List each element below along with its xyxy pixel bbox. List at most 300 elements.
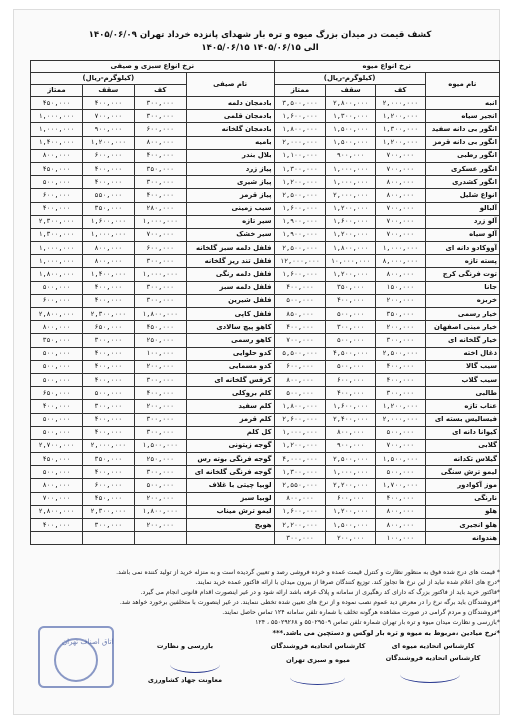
fruit-momtaz-cell: ۵,۵۰۰,۰۰۰ xyxy=(274,347,326,360)
fruit-kaf-cell: ۸۰۰,۰۰۰ xyxy=(376,176,426,189)
veg-name-cell: کاهو رسمی xyxy=(186,334,274,347)
fruit-momtaz-cell: ۵۰۰,۰۰۰ xyxy=(274,387,326,400)
veg-name-cell: پیاز قرمز xyxy=(186,189,274,202)
table-row xyxy=(31,294,500,307)
veg-saqf-cell: ۴۰۰,۰۰۰ xyxy=(82,360,134,373)
fruit-name-header: نام میوه xyxy=(425,73,499,97)
table-row xyxy=(31,387,500,400)
fruit-name-cell: گلابی xyxy=(425,439,499,452)
veg-kaf-cell: ۲۰۰,۰۰۰ xyxy=(134,360,186,373)
fruit-momtaz-cell: ۲,۰۰۰,۰۰۰ xyxy=(274,136,326,149)
table-row xyxy=(31,466,500,479)
veg-momtaz-cell: ۵۰۰,۰۰۰ xyxy=(31,466,83,479)
veg-kaf-cell: ۲۵۰,۰۰۰ xyxy=(134,334,186,347)
fruit-momtaz-cell: ۸۵۰,۰۰۰ xyxy=(274,308,326,321)
veg-saqf-cell: ۶۵۰,۰۰۰ xyxy=(82,321,134,334)
fruit-kaf-cell: ۲۰۰,۰۰۰ xyxy=(376,294,426,307)
veg-name-cell: هویج xyxy=(186,519,274,532)
signature-left-title: بازرسی و نظارت xyxy=(156,642,214,650)
fruit-momtaz-cell: ۱,۹۰۰,۰۰۰ xyxy=(274,215,326,228)
veg-kaf-cell: ۳۰۰,۰۰۰ xyxy=(134,426,186,439)
fruit-saqf-cell: ۲,۲۰۰,۰۰۰ xyxy=(326,479,376,492)
veg-saqf-cell: ۱,۰۰۰,۰۰۰ xyxy=(82,228,134,241)
veg-momtaz-cell: ۱,۰۰۰,۰۰۰ xyxy=(31,242,83,255)
table-row xyxy=(31,136,500,149)
veg-section-title: نرخ انواع سبزی و صیفی xyxy=(31,61,275,73)
table-row xyxy=(31,413,500,426)
fruit-momtaz-cell: ۴۰۰,۰۰۰ xyxy=(274,321,326,334)
veg-kaf-cell: ۳۵۰,۰۰۰ xyxy=(134,162,186,175)
veg-name-cell: بامیه xyxy=(186,136,274,149)
fruit-saqf-cell: ۲,۴۰۰,۰۰۰ xyxy=(326,413,376,426)
veg-kaf-cell: ۳۰۰,۰۰۰ xyxy=(134,413,186,426)
veg-momtaz-cell: ۴۵۰,۰۰۰ xyxy=(31,453,83,466)
veg-kaf-cell: ۲۰۰,۰۰۰ xyxy=(134,492,186,505)
veg-momtaz-cell: ۱,۰۰۰,۰۰۰ xyxy=(31,255,83,268)
veg-name-cell xyxy=(186,532,274,545)
fruit-name-cell: توت فرنگی کرج xyxy=(425,268,499,281)
table-row xyxy=(31,373,500,386)
table-row xyxy=(31,426,500,439)
veg-name-cell: لوبیا چیتی با غلاف xyxy=(186,479,274,492)
fruit-kaf-cell: ۵۰۰,۰۰۰ xyxy=(376,426,426,439)
fruit-momtaz-cell: ۱,۲۰۰,۰۰۰ xyxy=(274,176,326,189)
fruit-kaf-cell: ۱,۲۰۰,۰۰۰ xyxy=(376,136,426,149)
fruit-section-title: نرخ انواع میوه xyxy=(274,61,499,73)
note-line: *بازرسی و نظارت میدان میوه و تره بار تهران شماره تلفن تماس ۵۵۰۲۹۵۰۹ و ۵۵۰۲۹۲۶۸ ، ۱۲۴ xyxy=(255,619,500,626)
veg-kaf-cell: ۵۰۰,۰۰۰ xyxy=(134,479,186,492)
veg-momtaz-header: ممتاز xyxy=(31,85,83,97)
fruit-kaf-cell: ۴۰۰,۰۰۰ xyxy=(376,492,426,505)
veg-saqf-cell: ۴۰۰,۰۰۰ xyxy=(82,176,134,189)
veg-saqf-cell: ۴۰۰,۰۰۰ xyxy=(82,466,134,479)
fruit-kaf-cell: ۴۰۰,۰۰۰ xyxy=(376,360,426,373)
fruit-saqf-cell: ۱,۶۰۰,۰۰۰ xyxy=(326,400,376,413)
veg-name-cell: پیاز شیری xyxy=(186,176,274,189)
fruit-momtaz-cell: ۱,۶۰۰,۰۰۰ xyxy=(274,505,326,518)
fruit-saqf-cell: ۱,۰۰۰,۰۰۰ xyxy=(326,176,376,189)
fruit-saqf-cell: ۴,۵۰۰,۰۰۰ xyxy=(326,347,376,360)
fruit-kaf-cell: ۷۰۰,۰۰۰ xyxy=(376,162,426,175)
table-row xyxy=(31,321,500,334)
veg-saqf-cell: ۸۰۰,۰۰۰ xyxy=(82,255,134,268)
veg-momtaz-cell: ۸۰۰,۰۰۰ xyxy=(31,479,83,492)
veg-kaf-cell: ۲۵۰,۰۰۰ xyxy=(134,453,186,466)
fruit-kaf-cell: ۱,۷۰۰,۰۰۰ xyxy=(376,479,426,492)
veg-momtaz-cell: ۵۰۰,۰۰۰ xyxy=(31,281,83,294)
table-row xyxy=(31,505,500,518)
veg-kaf-cell: ۴۰۰,۰۰۰ xyxy=(134,387,186,400)
veg-momtaz-cell: ۵۰۰,۰۰۰ xyxy=(31,347,83,360)
veg-kaf-cell: ۳۰۰,۰۰۰ xyxy=(134,294,186,307)
fruit-name-cell: عناب تازه xyxy=(425,400,499,413)
fruit-name-cell: ذغال اخته xyxy=(425,347,499,360)
veg-name-cell: کلم سفید xyxy=(186,400,274,413)
fruit-kaf-cell: ۸۰۰,۰۰۰ xyxy=(376,189,426,202)
veg-momtaz-cell: ۵۰۰,۰۰۰ xyxy=(31,373,83,386)
veg-saqf-cell: ۵۰۰,۰۰۰ xyxy=(82,387,134,400)
table-row xyxy=(31,176,500,189)
veg-momtaz-cell: ۲,۸۰۰,۰۰۰ xyxy=(31,308,83,321)
fruit-saqf-cell: ۱,۰۰۰,۰۰۰ xyxy=(326,466,376,479)
veg-kaf-cell: ۶۰۰,۰۰۰ xyxy=(134,242,186,255)
veg-kaf-cell: ۳۰۰,۰۰۰ xyxy=(134,110,186,123)
fruit-saqf-cell: ۱,۵۰۰,۰۰۰ xyxy=(326,123,376,136)
veg-kaf-cell: ۱,۵۰۰,۰۰۰ xyxy=(134,439,186,452)
fruit-name-cell: انگور کشدری xyxy=(425,176,499,189)
veg-kaf-cell: ۱,۸۰۰,۰۰۰ xyxy=(134,308,186,321)
veg-momtaz-cell: ۴۰۰,۰۰۰ xyxy=(31,202,83,215)
fruit-saqf-cell: ۱,۳۰۰,۰۰۰ xyxy=(326,110,376,123)
signature-right-subtitle: کارشناس اتحادیه فروشندگان xyxy=(385,654,481,662)
veg-kaf-cell: ۶۰۰,۰۰۰ xyxy=(134,123,186,136)
fruit-momtaz-header: ممتاز xyxy=(274,85,326,97)
veg-saqf-cell: ۳۰۰,۰۰۰ xyxy=(82,334,134,347)
table-row xyxy=(31,492,500,505)
fruit-kaf-cell: ۲,۰۰۰,۰۰۰ xyxy=(376,413,426,426)
fruit-saqf-cell: ۲,۵۰۰,۰۰۰ xyxy=(326,453,376,466)
fruit-kaf-cell: ۱,۰۰۰,۰۰۰ xyxy=(376,242,426,255)
fruit-name-cell: انگور رطبی xyxy=(425,149,499,162)
fruit-kaf-cell: ۳۰۰,۰۰۰ xyxy=(376,334,426,347)
table-row xyxy=(31,479,500,492)
fruit-momtaz-cell: ۱,۳۰۰,۰۰۰ xyxy=(274,162,326,175)
fruit-momtaz-cell: ۱,۸۰۰,۰۰۰ xyxy=(274,123,326,136)
fruit-kaf-cell: ۸۰۰,۰۰۰ xyxy=(376,519,426,532)
veg-name-cell: فلفل دلمه رنگی xyxy=(186,268,274,281)
veg-momtaz-cell: ۱,۰۰۰,۰۰۰ xyxy=(31,110,83,123)
fruit-kaf-cell: ۱,۲۰۰,۰۰۰ xyxy=(376,110,426,123)
fruit-kaf-cell: ۷۰۰,۰۰۰ xyxy=(376,228,426,241)
fruit-momtaz-cell: ۱,۹۰۰,۰۰۰ xyxy=(274,228,326,241)
table-row xyxy=(31,519,500,532)
fruit-momtaz-cell: ۲,۵۰۰,۰۰۰ xyxy=(274,189,326,202)
fruit-saqf-cell: ۲۰۰,۰۰۰ xyxy=(326,532,376,545)
fruit-saqf-cell: ۳۵۰,۰۰۰ xyxy=(326,281,376,294)
fruit-name-cell: کیوانا دانه ای xyxy=(425,426,499,439)
veg-kaf-cell: ۲۰۰,۰۰۰ xyxy=(134,519,186,532)
fruit-kaf-header: کف xyxy=(376,85,426,97)
veg-kaf-cell: ۳۰۰,۰۰۰ xyxy=(134,97,186,110)
fruit-saqf-cell: ۵۰۰,۰۰۰ xyxy=(326,308,376,321)
veg-name-cell: فلفل کاپی xyxy=(186,308,274,321)
veg-saqf-cell: ۴۰۰,۰۰۰ xyxy=(82,281,134,294)
fruit-kaf-cell: ۱,۲۰۰,۰۰۰ xyxy=(376,400,426,413)
veg-kaf-cell: ۴۵۰,۰۰۰ xyxy=(134,321,186,334)
table-row xyxy=(31,123,500,136)
table-row xyxy=(31,308,500,321)
table-row xyxy=(31,228,500,241)
fruit-kaf-cell: ۸۰۰,۰۰۰ xyxy=(376,505,426,518)
veg-name-cell: بادمجان گلخانه xyxy=(186,123,274,136)
veg-name-cell: فلفل دلمه سبز xyxy=(186,281,274,294)
fruit-kaf-cell: ۴۰۰,۰۰۰ xyxy=(376,373,426,386)
veg-saqf-cell: ۴۰۰,۰۰۰ xyxy=(82,162,134,175)
signature-left-subtitle: معاونت جهاد کشاورزی xyxy=(147,676,223,684)
fruit-saqf-cell: ۳۰۰,۰۰۰ xyxy=(326,321,376,334)
veg-kaf-cell: ۸۰۰,۰۰۰ xyxy=(134,136,186,149)
veg-saqf-cell: ۴۰۰,۰۰۰ xyxy=(82,294,134,307)
fruit-saqf-cell: ۵۰۰,۰۰۰ xyxy=(326,360,376,373)
note-line: *فروشندگان و مردم گرامی در صورت مشاهده هرگونه تخلف با شماره تلفن سامانه ۱۲۴ تماس حاصل نمایند. xyxy=(222,609,500,616)
veg-saqf-cell: ۶۰۰,۰۰۰ xyxy=(82,149,134,162)
fruit-name-cell: خیار گلخانه ای xyxy=(425,334,499,347)
signature-right-title: کارشناس اتحادیه میوه ای xyxy=(391,642,475,650)
fruit-unit-header: (کیلوگرم-ریال) xyxy=(274,73,425,85)
veg-name-cell: کلم بروکلی xyxy=(186,387,274,400)
fruit-saqf-cell: ۱,۰۰۰,۰۰۰ xyxy=(326,162,376,175)
veg-momtaz-cell: ۵۰۰,۰۰۰ xyxy=(31,426,83,439)
fruit-saqf-cell: ۹۰۰,۰۰۰ xyxy=(326,149,376,162)
veg-kaf-cell: ۳۰۰,۰۰۰ xyxy=(134,466,186,479)
veg-momtaz-cell xyxy=(31,532,83,545)
fruit-saqf-cell: ۱,۵۰۰,۰۰۰ xyxy=(326,136,376,149)
fruit-name-cell: انبه xyxy=(425,97,499,110)
fruit-momtaz-cell: ۲,۵۰۰,۰۰۰ xyxy=(274,242,326,255)
fruit-kaf-cell: ۳۵۰,۰۰۰ xyxy=(376,308,426,321)
fruit-saqf-cell: ۲,۰۰۰,۰۰۰ xyxy=(326,189,376,202)
veg-name-cell: گوجه فرنگی بوته رس xyxy=(186,453,274,466)
veg-saqf-cell: ۴۰۰,۰۰۰ xyxy=(82,347,134,360)
veg-saqf-cell: ۲,۳۰۰,۰۰۰ xyxy=(82,505,134,518)
veg-kaf-cell: ۲۸۰,۰۰۰ xyxy=(134,202,186,215)
veg-kaf-cell: ۳۰۰,۰۰۰ xyxy=(134,281,186,294)
fruit-momtaz-cell: ۱,۲۰۰,۰۰۰ xyxy=(274,439,326,452)
veg-name-cell: کلم قرمز xyxy=(186,413,274,426)
table-row xyxy=(31,532,500,545)
veg-momtaz-cell: ۵۰۰,۰۰۰ xyxy=(31,176,83,189)
fruit-name-cell: خیار رسمی xyxy=(425,308,499,321)
veg-name-cell: کل کلم xyxy=(186,426,274,439)
fruit-name-cell: انواع شلیل xyxy=(425,189,499,202)
fruit-saqf-cell: ۱,۲۰۰,۰۰۰ xyxy=(326,228,376,241)
fruit-saqf-cell: ۱,۵۰۰,۰۰۰ xyxy=(326,519,376,532)
fruit-name-cell: خیار مینی اصفهان xyxy=(425,321,499,334)
veg-momtaz-cell: ۴۰۰,۰۰۰ xyxy=(31,519,83,532)
veg-saqf-cell: ۳۰۰,۰۰۰ xyxy=(82,519,134,532)
veg-name-cell: کدو حلوایی xyxy=(186,347,274,360)
fruit-momtaz-cell: ۳۰۰,۰۰۰ xyxy=(274,532,326,545)
veg-saqf-cell: ۴۰۰,۰۰۰ xyxy=(82,413,134,426)
handwritten-signature xyxy=(290,670,345,685)
fruit-name-cell: آلو زرد xyxy=(425,215,499,228)
fruit-momtaz-cell: ۸۰۰,۰۰۰ xyxy=(274,373,326,386)
fruit-saqf-cell: ۸۰۰,۰۰۰ xyxy=(326,426,376,439)
fruit-kaf-cell: ۸۰۰,۰۰۰ xyxy=(376,268,426,281)
veg-momtaz-cell: ۴۵۰,۰۰۰ xyxy=(31,162,83,175)
fruit-momtaz-cell: ۳,۵۰۰,۰۰۰ xyxy=(274,97,326,110)
veg-name-cell: لوبیا سبز xyxy=(186,492,274,505)
veg-momtaz-cell: ۷۰۰,۰۰۰ xyxy=(31,492,83,505)
table-row xyxy=(31,453,500,466)
fruit-name-cell: خربزه xyxy=(425,294,499,307)
fruit-name-cell: انگور بی دانه قرمز xyxy=(425,136,499,149)
fruit-name-cell: گیلاس تکدانه xyxy=(425,453,499,466)
fruit-momtaz-cell: ۷۰۰,۰۰۰ xyxy=(274,334,326,347)
veg-saqf-cell: ۱,۲۰۰,۰۰۰ xyxy=(82,136,134,149)
fruit-saqf-cell: ۱,۶۰۰,۰۰۰ xyxy=(326,215,376,228)
fruit-saqf-cell: ۴۰۰,۰۰۰ xyxy=(326,387,376,400)
fruit-kaf-cell: ۷۰۰,۰۰۰ xyxy=(376,215,426,228)
veg-kaf-cell: ۳۰۰,۰۰۰ xyxy=(134,373,186,386)
veg-momtaz-cell: ۱,۳۰۰,۰۰۰ xyxy=(31,228,83,241)
fruit-saqf-cell: ۵۰۰,۰۰۰ xyxy=(326,334,376,347)
note-line: *فروشندگان باید برگه نرخ را در معرض دید عموم نصب نموده و از نرخ های تعیین شده تخطی ننمایند. در غیر اینصورت با متخلفین برخورد خواهد شد. xyxy=(119,599,500,606)
fruit-momtaz-cell: ۱,۰۰۰,۰۰۰ xyxy=(274,426,326,439)
veg-momtaz-cell: ۶۰۰,۰۰۰ xyxy=(31,294,83,307)
veg-momtaz-cell: ۱,۴۰۰,۰۰۰ xyxy=(31,136,83,149)
fruit-saqf-cell: ۱,۲۰۰,۰۰۰ xyxy=(326,202,376,215)
signature-middle-subtitle: میوه و سبزی تهران xyxy=(286,656,350,664)
fruit-momtaz-cell: ۴۰۰,۰۰۰ xyxy=(274,281,326,294)
price-table xyxy=(30,60,500,545)
fruit-name-cell: آلبالو xyxy=(425,202,499,215)
fruit-kaf-cell: ۲,۵۰۰,۰۰۰ xyxy=(376,347,426,360)
fruit-saqf-cell: ۲,۸۰۰,۰۰۰ xyxy=(326,97,376,110)
fruit-name-cell: انجیر سیاه xyxy=(425,110,499,123)
veg-saqf-cell: ۵۵۰,۰۰۰ xyxy=(82,189,134,202)
fruit-saqf-cell: ۶۰۰,۰۰۰ xyxy=(326,492,376,505)
veg-saqf-cell: ۱,۴۰۰,۰۰۰ xyxy=(82,268,134,281)
veg-unit-header: (کیلوگرم-ریال) xyxy=(31,73,187,85)
fruit-name-cell: انگور عسکری xyxy=(425,162,499,175)
veg-name-cell: سیر خشک xyxy=(186,228,274,241)
fruit-name-cell: پسته تازه xyxy=(425,255,499,268)
stamp-label: اتاق اصناف تهران xyxy=(62,638,114,646)
fruit-kaf-cell: ۲۰۰,۰۰۰ xyxy=(376,321,426,334)
fruit-name-cell: آلو سیاه xyxy=(425,228,499,241)
veg-name-cell: فلفل دلمه سبز گلخانه xyxy=(186,242,274,255)
veg-momtaz-cell: ۴۰۰,۰۰۰ xyxy=(31,400,83,413)
veg-saqf-cell: ۳۵۰,۰۰۰ xyxy=(82,202,134,215)
fruit-kaf-cell: ۷۰۰,۰۰۰ xyxy=(376,202,426,215)
fruit-momtaz-cell: ۲,۲۰۰,۰۰۰ xyxy=(274,519,326,532)
fruit-momtaz-cell: ۱,۸۰۰,۰۰۰ xyxy=(274,400,326,413)
veg-momtaz-cell: ۴۵۰,۰۰۰ xyxy=(31,97,83,110)
veg-momtaz-cell: ۱,۰۰۰,۰۰۰ xyxy=(31,123,83,136)
table-row xyxy=(31,149,500,162)
fruit-momtaz-cell: ۸۰۰,۰۰۰ xyxy=(274,492,326,505)
fruit-kaf-cell: ۵۰۰,۰۰۰ xyxy=(376,466,426,479)
fruit-name-cell: موز آکوادور xyxy=(425,479,499,492)
fruit-momtaz-cell: ۵۰۰,۰۰۰ xyxy=(274,294,326,307)
veg-saqf-cell xyxy=(82,532,134,545)
handwritten-signature xyxy=(170,656,220,673)
veg-momtaz-cell: ۲,۸۰۰,۰۰۰ xyxy=(31,505,83,518)
veg-momtaz-cell: ۶۰۰,۰۰۰ xyxy=(31,189,83,202)
veg-kaf-cell xyxy=(134,532,186,545)
veg-saqf-cell: ۶۰۰,۰۰۰ xyxy=(82,479,134,492)
fruit-name-cell: سیب گالا xyxy=(425,360,499,373)
table-row xyxy=(31,189,500,202)
fruit-name-cell: هلو xyxy=(425,505,499,518)
fruit-momtaz-cell: ۴,۰۰۰,۰۰۰ xyxy=(274,453,326,466)
fruit-name-cell: جانا xyxy=(425,281,499,294)
veg-kaf-cell: ۷۰۰,۰۰۰ xyxy=(134,228,186,241)
fruit-name-cell: هندوانه xyxy=(425,532,499,545)
signature-middle-title: کارشناس اتحادیه فروشندگان xyxy=(270,642,366,650)
fruit-name-cell: طالبی xyxy=(425,387,499,400)
document-title: کشف قیمت در میدان بزرگ میوه و تره بار شهدای پانزده خرداد تهران ۱۴۰۵/۰۶/۰۹ xyxy=(88,30,432,40)
document-date-range: ۱۴۰۵/۰۶/۱۵ الی ۱۴۰۵/۰۶/۱۵ xyxy=(201,43,319,53)
veg-kaf-cell: ۳۰۰,۰۰۰ xyxy=(134,176,186,189)
fruit-momtaz-cell: ۱,۳۰۰,۰۰۰ xyxy=(274,466,326,479)
veg-name-cell: سیر تازه xyxy=(186,215,274,228)
table-row xyxy=(31,400,500,413)
veg-kaf-cell: ۴۰۰,۰۰۰ xyxy=(134,149,186,162)
veg-saqf-cell: ۴۰۰,۰۰۰ xyxy=(82,426,134,439)
table-row xyxy=(31,255,500,268)
fruit-saqf-cell: ۱,۲۰۰,۰۰۰ xyxy=(326,268,376,281)
fruit-kaf-cell: ۱۵۰,۰۰۰ xyxy=(376,281,426,294)
veg-saqf-cell: ۳۰۰,۰۰۰ xyxy=(82,400,134,413)
fruit-momtaz-cell: ۱۲,۰۰۰,۰۰۰ xyxy=(274,255,326,268)
veg-name-cell: فلفل شیرین xyxy=(186,294,274,307)
table-row xyxy=(31,360,500,373)
fruit-momtaz-cell: ۶۰۰,۰۰۰ xyxy=(274,360,326,373)
table-row xyxy=(31,97,500,110)
fruit-saqf-cell: ۹۰۰,۰۰۰ xyxy=(326,439,376,452)
note-line: * قیمت های درج شده فوق به منظور نظارت و کنترل قیمت عمده و خرده فروشی رصد و تعیین گردیده است و به منزله خرید از تولید کننده نمی باشد. xyxy=(116,569,500,576)
veg-saqf-cell: ۹۰۰,۰۰۰ xyxy=(82,123,134,136)
fruit-name-cell: نارنگی xyxy=(425,492,499,505)
table-row xyxy=(31,110,500,123)
fruit-saqf-cell: ۱,۸۰۰,۰۰۰ xyxy=(326,242,376,255)
veg-saqf-cell: ۱,۶۰۰,۰۰۰ xyxy=(82,215,134,228)
fruit-momtaz-cell: ۲,۶۰۰,۰۰۰ xyxy=(274,413,326,426)
veg-kaf-cell: ۱,۰۰۰,۰۰۰ xyxy=(134,215,186,228)
veg-momtaz-cell: ۸۰۰,۰۰۰ xyxy=(31,149,83,162)
fruit-momtaz-cell: ۲,۵۵۰,۰۰۰ xyxy=(274,479,326,492)
veg-saqf-cell: ۴۰۰,۰۰۰ xyxy=(82,97,134,110)
fruit-name-cell: لیمو ترش سنگی xyxy=(425,466,499,479)
table-row xyxy=(31,439,500,452)
fruit-saqf-cell: ۱,۲۰۰,۰۰۰ xyxy=(326,505,376,518)
note-line: *فاکتور خرید باید از فاکتور بزرگ که دارای کد رهگیری از سامانه و پلاک غرفه باشد ارائه شود و در غیر اینصورت اقدام قانونی انجام می گیرد. xyxy=(140,589,500,596)
veg-saqf-cell: ۷۰۰,۰۰۰ xyxy=(82,110,134,123)
fruit-momtaz-cell: ۱,۶۰۰,۰۰۰ xyxy=(274,202,326,215)
veg-momtaz-cell: ۶۵۰,۰۰۰ xyxy=(31,387,83,400)
veg-saqf-cell: ۲,۰۰۰,۰۰۰ xyxy=(82,439,134,452)
veg-momtaz-cell: ۸۰۰,۰۰۰ xyxy=(31,321,83,334)
veg-saqf-cell: ۴۵۰,۰۰۰ xyxy=(82,492,134,505)
veg-momtaz-cell: ۱,۸۰۰,۰۰۰ xyxy=(31,268,83,281)
veg-kaf-header: کف xyxy=(134,85,186,97)
veg-name-header: نام صیفی xyxy=(186,73,274,97)
veg-kaf-cell: ۱,۰۰۰,۰۰۰ xyxy=(134,268,186,281)
fruit-saqf-cell: ۴۰۰,۰۰۰ xyxy=(326,294,376,307)
fruit-name-cell: سیب گلاب xyxy=(425,373,499,386)
veg-kaf-cell: ۱۰۰,۰۰۰ xyxy=(134,347,186,360)
veg-kaf-cell: ۴۰۰,۰۰۰ xyxy=(134,189,186,202)
fruit-name-cell: آووکادو دانه ای xyxy=(425,242,499,255)
veg-name-cell: کرفس گلخانه ای xyxy=(186,373,274,386)
fruit-kaf-cell: ۷۰۰,۰۰۰ xyxy=(376,149,426,162)
table-row xyxy=(31,202,500,215)
veg-name-cell: گوجه فرنگی گلخانه ای xyxy=(186,466,274,479)
veg-kaf-cell: ۱,۸۰۰,۰۰۰ xyxy=(134,505,186,518)
veg-momtaz-cell: ۵۰۰,۰۰۰ xyxy=(31,413,83,426)
veg-name-cell: بادمجان قلمی xyxy=(186,110,274,123)
fruit-name-cell: انگور بی دانه سفید xyxy=(425,123,499,136)
official-stamp xyxy=(38,626,114,688)
fruit-kaf-cell: ۷۰۰,۰۰۰ xyxy=(376,439,426,452)
fruit-saqf-cell: ۱۰,۰۰۰,۰۰۰ xyxy=(326,255,376,268)
fruit-name-cell: فیسالیس بسته ای xyxy=(425,413,499,426)
table-row xyxy=(31,268,500,281)
fruit-momtaz-cell: ۱,۶۰۰,۰۰۰ xyxy=(274,110,326,123)
veg-momtaz-cell: ۳۵۰,۰۰۰ xyxy=(31,334,83,347)
